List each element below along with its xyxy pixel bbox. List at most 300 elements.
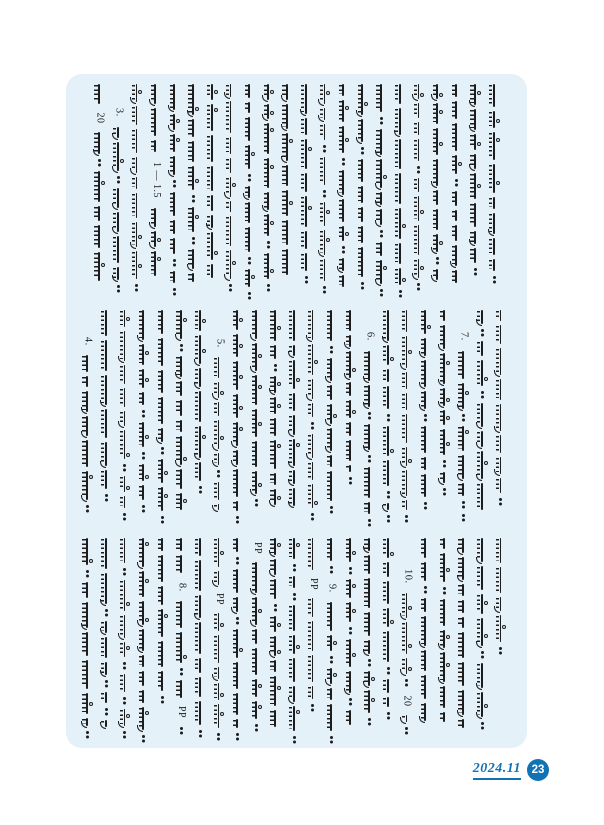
script-word	[101, 621, 112, 633]
sentence-stop-dots	[142, 452, 145, 455]
script-bowl	[251, 275, 255, 279]
sentence-stop-dots	[117, 176, 120, 179]
sentence-stop-dots	[192, 195, 195, 198]
script-word	[101, 375, 112, 405]
section-number-text: 3.	[113, 108, 125, 117]
sentence-stop-dots	[499, 647, 502, 650]
script-column	[285, 538, 304, 748]
script-bowl	[183, 499, 187, 503]
sentence-stop-dots	[105, 494, 108, 497]
script-word	[244, 117, 255, 141]
script-column	[278, 84, 297, 279]
script-bowl	[496, 181, 500, 185]
sentence-stop-dots	[417, 283, 420, 286]
script-bowl	[296, 710, 300, 714]
script-word	[420, 650, 431, 671]
script-bowl	[239, 318, 243, 322]
page-number: 23	[531, 764, 545, 776]
script-word	[395, 268, 406, 285]
sentence-stop-dots	[217, 733, 220, 736]
script-word	[101, 720, 112, 727]
script-tail	[488, 229, 494, 236]
script-word	[232, 597, 243, 612]
script-word	[495, 404, 506, 431]
script-word	[439, 599, 450, 626]
script-word	[451, 155, 462, 174]
script-tail	[288, 461, 294, 468]
inline-number-text: PP	[307, 577, 319, 590]
script-word	[232, 629, 243, 659]
script-word	[345, 538, 356, 562]
script-tail	[269, 500, 275, 507]
script-tail	[438, 401, 444, 408]
script-bowl	[477, 184, 481, 188]
script-tail	[469, 100, 475, 107]
script-word	[169, 114, 180, 130]
script-tail	[375, 220, 381, 227]
script-column	[416, 538, 435, 725]
script-bowl	[202, 435, 206, 439]
script-word	[495, 457, 506, 474]
sentence-stop-dots	[311, 513, 314, 516]
script-word	[376, 242, 387, 256]
script-bowl	[138, 264, 142, 268]
script-tail	[412, 273, 418, 280]
script-tail	[93, 149, 99, 156]
script-bowl	[195, 179, 199, 183]
script-tail	[269, 570, 275, 577]
script-tail	[344, 373, 350, 380]
script-word	[232, 538, 243, 552]
script-word	[131, 193, 142, 218]
script-column	[322, 538, 341, 748]
section-number	[322, 578, 341, 598]
script-word	[458, 600, 469, 613]
sentence-stop-dots	[305, 276, 308, 279]
script-tail	[400, 491, 406, 498]
script-bowl	[277, 326, 281, 330]
script-bowl	[258, 354, 262, 358]
script-word	[307, 484, 318, 509]
script-word	[213, 538, 224, 567]
sentence-stop-dots	[217, 470, 220, 473]
script-word	[270, 616, 281, 632]
script-word	[383, 369, 394, 382]
script-column	[304, 310, 323, 525]
script-bowl	[126, 602, 130, 606]
script-column	[97, 538, 116, 731]
script-word	[138, 344, 149, 366]
script-word	[82, 582, 93, 598]
script-word	[207, 232, 218, 260]
script-word	[364, 502, 375, 514]
script-word	[307, 344, 318, 375]
script-word	[495, 348, 506, 375]
script-bowl	[239, 648, 243, 652]
sentence-stop-dots	[424, 414, 427, 417]
sentence-stop-dots	[380, 289, 383, 292]
script-column	[466, 84, 485, 280]
script-column	[341, 538, 360, 729]
script-word	[470, 203, 481, 227]
script-word	[119, 365, 130, 384]
script-word	[232, 469, 243, 497]
script-tail	[469, 164, 475, 171]
script-word	[326, 688, 337, 700]
script-bowl	[277, 444, 281, 448]
script-word	[301, 173, 312, 192]
script-word	[477, 566, 488, 590]
script-word	[401, 658, 412, 674]
sentence-stop-dots	[380, 230, 383, 233]
script-word	[470, 173, 481, 199]
script-tail	[325, 679, 331, 686]
script-word	[244, 202, 255, 223]
script-word	[420, 457, 431, 470]
script-word	[150, 251, 161, 277]
script-bowl	[277, 686, 281, 690]
script-word	[326, 310, 337, 341]
script-word	[157, 397, 168, 424]
script-bowl	[496, 119, 500, 123]
script-word	[263, 214, 274, 236]
sentence-stop-dots	[342, 246, 345, 249]
script-bowl	[446, 663, 450, 667]
script-tail	[149, 222, 155, 229]
script-word	[395, 139, 406, 168]
script-tail	[288, 697, 294, 704]
script-word	[138, 690, 149, 703]
script-word	[225, 101, 236, 133]
script-bowl	[296, 378, 300, 382]
script-tail	[469, 125, 475, 132]
script-bowl	[270, 165, 274, 169]
script-tail	[100, 461, 106, 468]
script-word	[489, 132, 500, 161]
sentence-stop-dots	[236, 557, 239, 560]
script-bowl	[126, 714, 130, 718]
script-word	[270, 559, 281, 576]
script-word	[232, 501, 243, 511]
script-tail	[281, 95, 287, 102]
script-word	[270, 397, 281, 414]
section-number	[454, 327, 473, 347]
script-word	[477, 538, 488, 562]
script-bowl	[296, 443, 300, 447]
script-word	[157, 310, 168, 334]
script-bowl	[202, 319, 206, 323]
script-word	[150, 84, 161, 104]
script-word	[401, 447, 412, 466]
script-word	[338, 170, 349, 195]
script-word	[119, 310, 130, 327]
script-word	[345, 440, 356, 461]
script-bowl	[439, 110, 443, 114]
script-word	[338, 100, 349, 122]
sentence-stop-dots	[424, 586, 427, 589]
script-word	[495, 538, 506, 563]
script-word	[319, 157, 330, 185]
script-word	[413, 178, 424, 192]
script-word	[432, 234, 443, 252]
script-tail	[363, 681, 369, 688]
script-tail	[363, 445, 369, 452]
script-word	[364, 424, 375, 450]
script-word	[307, 379, 318, 399]
script-word	[489, 197, 500, 209]
script-word	[458, 483, 469, 496]
script-word	[157, 459, 168, 483]
script-column	[210, 538, 229, 745]
script-word	[195, 538, 206, 556]
script-bowl	[390, 449, 394, 453]
script-tail	[375, 150, 381, 157]
script-bowl	[484, 377, 488, 381]
sentence-stop-dots	[180, 727, 183, 730]
script-word	[101, 573, 112, 604]
script-word	[251, 310, 262, 339]
script-word	[338, 199, 349, 222]
sentence-stop-dots	[274, 604, 277, 607]
script-column	[203, 84, 222, 282]
script-word	[383, 581, 394, 604]
script-word	[213, 683, 224, 700]
sentence-stop-dots	[236, 516, 239, 519]
script-column	[266, 310, 285, 509]
script-tail	[137, 725, 143, 732]
script-bowl	[477, 91, 481, 95]
script-column	[165, 84, 184, 300]
script-tail	[212, 460, 218, 467]
script-word	[195, 462, 206, 481]
script-bowl	[164, 471, 168, 475]
script-word	[188, 141, 199, 162]
script-word	[263, 123, 274, 154]
script-tail	[375, 183, 381, 190]
script-word	[345, 710, 356, 725]
script-tail	[137, 562, 143, 569]
script-word	[176, 400, 187, 415]
script-column	[285, 310, 304, 510]
script-column	[134, 310, 153, 517]
script-bowl	[408, 459, 412, 463]
script-word	[364, 671, 375, 686]
script-tail	[156, 437, 162, 444]
script-word	[345, 382, 356, 396]
script-word	[319, 259, 330, 281]
script-word	[383, 310, 394, 341]
script-column	[334, 84, 353, 291]
script-tail	[281, 156, 287, 163]
script-bowl	[371, 698, 375, 702]
script-word	[157, 555, 168, 582]
script-word	[270, 489, 281, 505]
script-word	[232, 334, 243, 357]
inline-number-text: PP	[251, 541, 263, 555]
sentence-stop-dots	[117, 285, 120, 288]
script-tail	[206, 223, 212, 230]
script-word	[188, 207, 199, 232]
script-word	[188, 119, 199, 137]
script-bowl	[220, 436, 224, 440]
script-word	[119, 476, 130, 492]
script-tail	[494, 426, 500, 433]
script-word	[176, 310, 187, 339]
script-column	[172, 538, 191, 739]
script-word	[477, 431, 488, 448]
script-bowl	[145, 351, 149, 355]
script-word	[432, 84, 443, 99]
script-word	[131, 177, 142, 189]
script-word	[326, 455, 337, 467]
script-word	[458, 557, 469, 580]
script-word	[301, 231, 312, 250]
script-word	[169, 238, 180, 254]
script-word	[113, 236, 124, 263]
script-word	[150, 231, 161, 246]
script-bowl	[333, 641, 337, 645]
script-word	[138, 601, 149, 625]
script-tail	[269, 388, 275, 395]
script-tail	[438, 344, 444, 351]
script-word	[345, 579, 356, 598]
script-tail	[262, 114, 268, 121]
script-word	[188, 166, 199, 190]
script-word	[207, 166, 218, 190]
script-tail	[306, 335, 312, 342]
script-word	[326, 668, 337, 684]
script-word	[270, 660, 281, 672]
script-word	[119, 580, 130, 611]
script-tail	[318, 115, 324, 122]
script-bowl	[289, 139, 293, 143]
script-word	[326, 471, 337, 501]
inline-number	[210, 589, 229, 609]
script-word	[94, 206, 105, 221]
script-word	[364, 351, 375, 381]
script-word	[251, 701, 262, 719]
script-word	[345, 639, 356, 667]
script-bowl	[145, 542, 149, 546]
script-word	[458, 455, 469, 479]
script-word	[282, 104, 293, 129]
script-tail	[476, 641, 482, 648]
script-tail	[81, 407, 87, 414]
script-word	[401, 414, 412, 443]
section-number	[360, 327, 379, 347]
script-word	[439, 353, 450, 384]
sentence-stop-dots	[173, 288, 176, 291]
script-word	[119, 388, 130, 407]
script-word	[101, 637, 112, 658]
script-word	[244, 269, 255, 287]
script-tail	[137, 620, 143, 627]
script-word	[244, 186, 255, 198]
script-word	[263, 84, 274, 100]
script-bowl	[484, 634, 488, 638]
sentence-stop-dots	[462, 501, 465, 504]
script-column	[353, 84, 372, 294]
script-word	[319, 108, 330, 120]
script-word	[439, 553, 450, 582]
script-word	[225, 177, 236, 197]
script-column	[416, 310, 435, 514]
script-word	[289, 488, 300, 506]
script-word	[289, 393, 300, 411]
script-bowl	[296, 645, 300, 649]
script-word	[213, 613, 224, 631]
script-word	[395, 108, 406, 135]
script-word	[195, 335, 206, 364]
script-word	[94, 252, 105, 282]
script-word	[451, 191, 462, 206]
script-word	[251, 648, 262, 674]
script-tail	[112, 133, 118, 140]
script-column	[97, 310, 116, 506]
script-word	[495, 310, 506, 321]
inline-number-text: 20	[94, 112, 106, 124]
script-word	[413, 84, 424, 99]
script-column	[410, 84, 429, 295]
script-bowl	[352, 551, 356, 555]
script-word	[439, 388, 450, 407]
script-bowl	[258, 483, 262, 487]
script-tail	[431, 247, 437, 254]
script-word	[119, 615, 130, 637]
sentence-stop-dots	[443, 488, 446, 491]
script-tail	[375, 200, 381, 207]
script-word	[432, 209, 443, 230]
script-word	[138, 310, 149, 340]
script-word	[470, 248, 481, 262]
script-bowl	[277, 623, 281, 627]
script-tail	[100, 722, 106, 729]
script-bowl	[502, 625, 506, 629]
sentence-stop-dots	[368, 519, 371, 522]
sentence-stop-dots	[368, 412, 371, 415]
script-word	[420, 538, 431, 558]
script-word	[357, 119, 368, 143]
script-column	[473, 310, 492, 514]
script-word	[225, 250, 236, 279]
script-word	[420, 426, 431, 453]
script-word	[251, 343, 262, 371]
sentence-stop-dots	[123, 731, 126, 734]
script-word	[420, 474, 431, 497]
script-word	[364, 538, 375, 551]
script-bowl	[195, 215, 199, 219]
sentence-stop-dots	[123, 568, 126, 571]
script-bowl	[345, 232, 349, 236]
script-word	[376, 129, 387, 155]
script-column	[134, 538, 153, 747]
script-word	[138, 655, 149, 667]
script-bowl	[352, 368, 356, 372]
script-column	[116, 538, 135, 743]
sentence-stop-dots	[481, 651, 484, 654]
script-word	[82, 538, 93, 565]
script-word	[345, 465, 356, 472]
sentence-stop-dots	[142, 505, 145, 508]
script-word	[439, 310, 450, 321]
script-tail	[212, 444, 218, 451]
script-bowl	[277, 382, 281, 386]
script-bowl	[496, 138, 500, 142]
page-number-badge	[527, 759, 549, 781]
script-word	[176, 632, 187, 663]
sentence-stop-dots	[361, 282, 364, 285]
script-word	[270, 676, 281, 706]
